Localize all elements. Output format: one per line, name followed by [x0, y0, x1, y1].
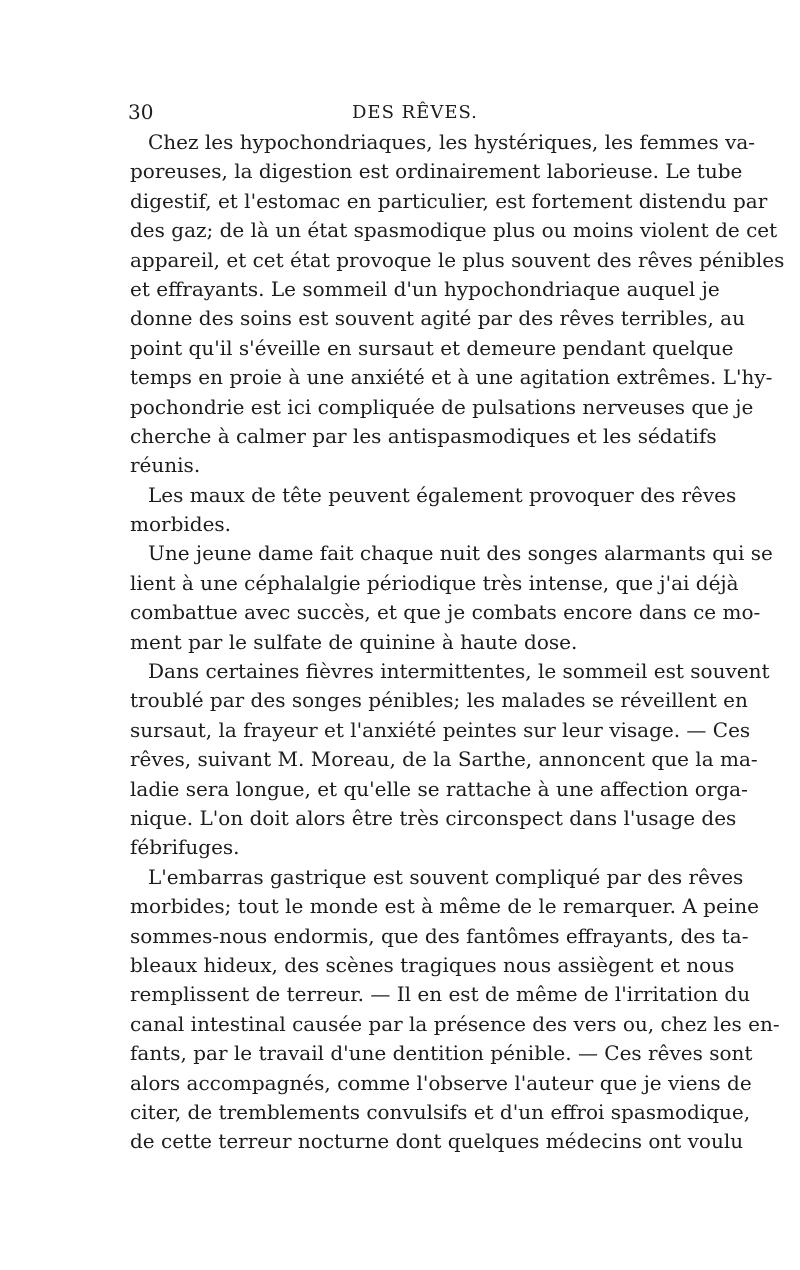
text-line: L'embarras gastrique est souvent compliqué par des rêves: [148, 864, 744, 889]
text-line: lient à une céphalalgie périodique très intense, que j'ai déjà: [130, 570, 739, 595]
page-number: 30: [128, 100, 154, 124]
text-line: Chez les hypochondriaques, les hystériques, les femmes va-: [148, 130, 756, 154]
text-line: temps en proie à une anxiété et à une agitation extrêmes. L'hy-: [130, 365, 773, 390]
text-line: de cette terreur nocturne dont quelques médecins ont voulu: [130, 1129, 744, 1154]
text-line: des gaz; de là un état spasmodique plus ou moins violent de cet: [130, 218, 778, 243]
text-line: réunis.: [130, 453, 201, 478]
text-line: ment par le sulfate de quinine à haute dose.: [130, 629, 578, 654]
text-line: fants, par le travail d'une dentition pénible. — Ces rêves sont: [130, 1041, 753, 1066]
text-line: cherche à calmer par les antispasmodiques et les sédatifs: [130, 423, 717, 448]
text-line: sursaut, la frayeur et l'anxiété peintes sur leur visage. — Ces: [130, 717, 751, 742]
text-line: appareil, et cet état provoque le plus souvent des rêves pénibles: [130, 247, 785, 272]
text-line: donne des soins est souvent agité par des rêves terribles, au: [130, 306, 745, 331]
text-line: et effrayants. Le sommeil d'un hypochondriaque auquel je: [130, 276, 720, 301]
running-head: DES RÊVES.: [352, 102, 478, 123]
text-line: Les maux de tête peuvent également provoquer des rêves: [148, 482, 737, 507]
text-line: fébrifuges.: [130, 835, 240, 860]
text-line: combattue avec succès, et que je combats encore dans ce mo-: [130, 600, 761, 625]
text-line: point qu'il s'éveille en sursaut et demeure pendant quelque: [130, 335, 734, 360]
text-line: canal intestinal causée par la présence des vers ou, chez les en-: [130, 1011, 780, 1036]
text-line: remplissent de terreur. — Il en est de même de l'irritation du: [130, 982, 751, 1007]
body-text: [130, 128, 785, 1157]
text-line: alors accompagnés, comme l'observe l'auteur que je viens de: [130, 1070, 752, 1095]
text-line: morbides; tout le monde est à même de le remarquer. A peine: [130, 894, 759, 919]
text-line: pochondrie est ici compliquée de pulsations nerveuses que je: [130, 394, 754, 419]
text-line: Dans certaines fièvres intermittentes, le sommeil est souvent: [148, 659, 770, 684]
text-line: nique. L'on doit alors être très circonspect dans l'usage des: [130, 805, 737, 830]
text-line: bleaux hideux, des scènes tragiques nous assiègent et nous: [130, 952, 735, 977]
text-line: Une jeune dame fait chaque nuit des songes alarmants qui se: [148, 541, 773, 566]
page-header: [128, 100, 678, 130]
text-line: sommes-nous endormis, que des fantômes effrayants, des ta-: [130, 923, 749, 948]
text-line: troublé par des songes pénibles; les malades se réveillent en: [130, 688, 748, 713]
text-line: ladie sera longue, et qu'elle se rattache à une affection orga-: [130, 776, 748, 801]
text-line: poreuses, la digestion est ordinairement laborieuse. Le tube: [130, 159, 743, 184]
text-line: citer, de tremblements convulsifs et d'un effroi spasmodique,: [130, 1099, 751, 1124]
text-line: digestif, et l'estomac en particulier, est fortement distendu par: [130, 188, 768, 213]
text-line: morbides.: [130, 512, 232, 537]
text-line: rêves, suivant M. Moreau, de la Sarthe, annoncent que la ma-: [130, 747, 758, 772]
